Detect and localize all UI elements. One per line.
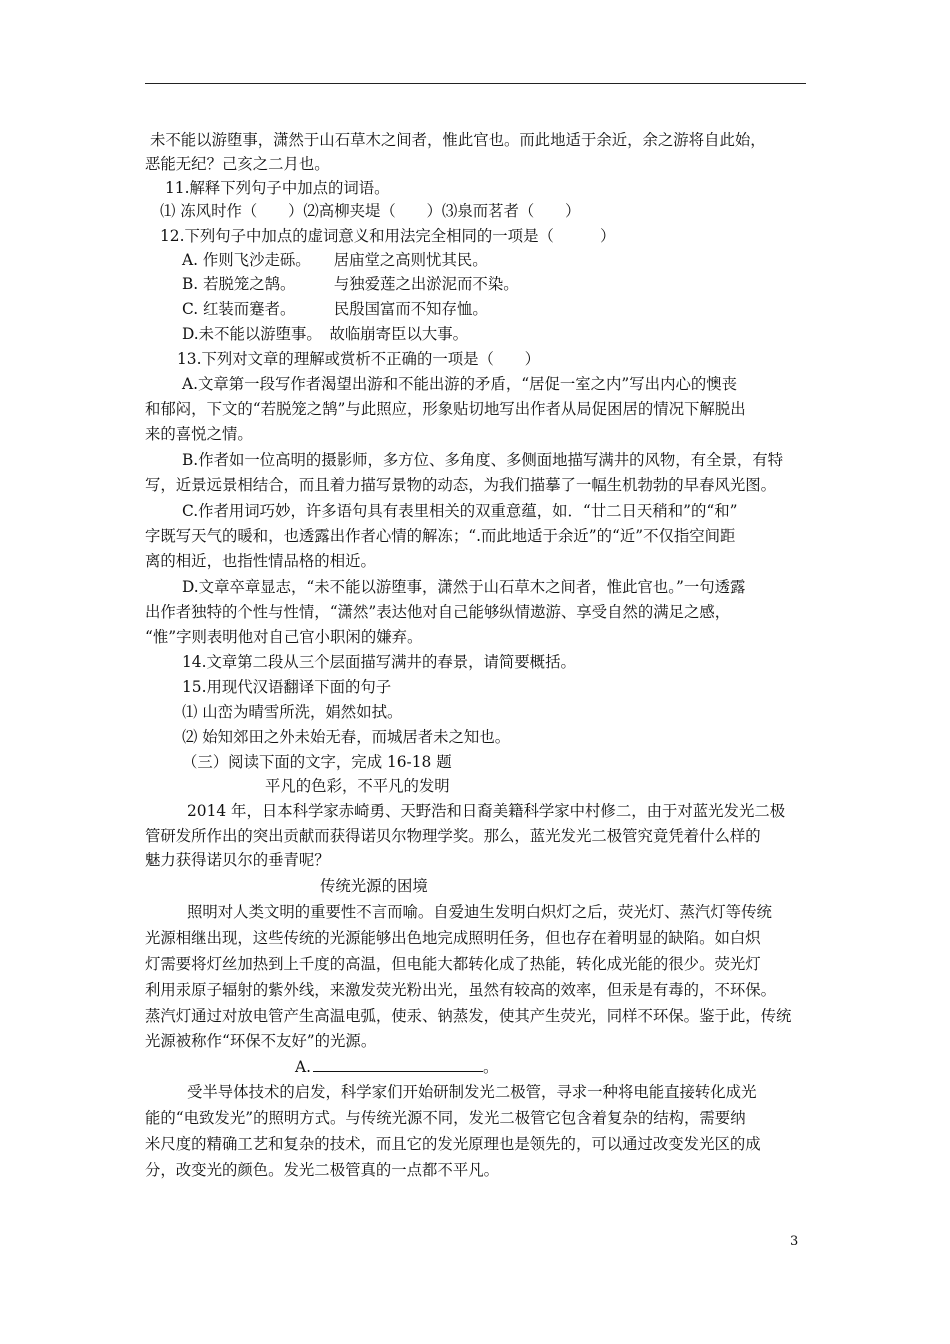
text-line: 受半导体技术的启发，科学家们开始研制发光二极管，寻求一种将电能直接转化成光 <box>187 1083 757 1101</box>
question-11-stem: 11.解释下列句子中加点的词语。 <box>165 179 390 197</box>
question-12-stem: 12.下列句子中加点的虚词意义和用法完全相同的一项是（ ） <box>160 227 616 245</box>
page-number: 3 <box>790 1234 799 1249</box>
text-line: 管研发所作出的突出贡献而获得诺贝尔物理学奖。那么，蓝光发光二极管究竟凭着什么样的 <box>145 827 761 845</box>
option-d: D.未不能以游堕事。 故临崩寄臣以大事。 <box>182 325 469 343</box>
text-line: 照明对人类文明的重要性不言而喻。自爱迪生发明白炽灯之后，荧光灯、蒸汽灯等传统 <box>187 903 772 921</box>
text-line: 利用汞原子辐射的紫外线，来激发荧光粉出光，虽然有较高的效率，但汞是有毒的，不环保。 <box>145 981 777 999</box>
sentence-1: ⑴ 山峦为晴雪所洗，娟然如拭。 <box>182 703 403 721</box>
text-line: “惟”字则表明他对自己官小职闲的嫌弃。 <box>145 628 423 646</box>
text-line: 未不能以游堕事，潇然于山石草木之间者，惟此官也。而此地适于余近，余之游将自此始， <box>150 131 766 149</box>
text-line: 来的喜悦之情。 <box>145 425 253 443</box>
text-line: D.文章卒章显志，“未不能以游堕事，潇然于山石草木之间者，惟此官也。”一句透露 <box>182 578 746 596</box>
text-line: 写，近景远景相结合，而且着力描写景物的动态，为我们描摹了一幅生机勃勃的早春风光图。 <box>145 476 777 494</box>
text-line: 和郁闷，下文的“若脱笼之鹄”与此照应，形象贴切地写出作者从局促困居的情况下解脱出 <box>145 400 746 418</box>
text-line: C.作者用词巧妙，许多语句具有表里相关的双重意蕴，如．“廿二日天稍和”的“和” <box>182 502 738 520</box>
text-line: A.文章第一段写作者渴望出游和不能出游的矛盾，“居促一室之内”写出内心的懊丧 <box>182 375 738 393</box>
option-b: B. 若脱笼之鹄。 与独爱莲之出淤泥而不染。 <box>182 275 519 293</box>
text-line: 光源相继出现，这些传统的光源能够出色地完成照明任务，但也存在着明显的缺陷。如白炽 <box>145 929 761 947</box>
blank-label: A. <box>295 1058 312 1076</box>
section-heading: （三）阅读下面的文字，完成 16-18 题 <box>182 753 452 771</box>
text-line: 魅力获得诺贝尔的垂青呢？ <box>145 851 330 869</box>
text-line: 米尺度的精确工艺和复杂的技术，而且它的发光原理也是领先的，可以通过改变发光区的成 <box>145 1135 761 1153</box>
question-11-items: ⑴ 冻风时作（ ）⑵高柳夹堤（ ）⑶泉而茗者（ ） <box>160 202 581 220</box>
text-line: 2014 年，日本科学家赤崎勇、天野浩和日裔美籍科学家中村修二，由于对蓝光发光二极 <box>187 802 786 820</box>
subheading: 传统光源的困境 <box>320 877 428 895</box>
question-15-stem: 15.用现代汉语翻译下面的句子 <box>182 678 392 696</box>
option-c: C. 红装而蹇者。 民殷国富而不知存恤。 <box>182 300 488 318</box>
text-line: 出作者独特的个性与性情，“潇然”表达他对自己能够纵情遨游、享受自然的满足之感， <box>145 603 731 621</box>
article-title: 平凡的色彩，不平凡的发明 <box>265 777 450 795</box>
header-rule <box>145 83 806 84</box>
sentence-2: ⑵ 始知郊田之外未始无春，而城居者未之知也。 <box>182 728 511 746</box>
text-line: 灯需要将灯丝加热到上千度的高温，但电能大都转化成了热能，转化成光能的很少。荧光灯 <box>145 955 761 973</box>
blank-end: 。 <box>483 1058 499 1076</box>
text-line: 蒸汽灯通过对放电管产生高温电弧，使汞、钠蒸发，使其产生荧光，同样不环保。鉴于此，传统 <box>145 1007 792 1025</box>
text-line: B.作者如一位高明的摄影师，多方位、多角度、多侧面地描写满井的风物，有全景，有特 <box>182 451 784 469</box>
question-13-stem: 13.下列对文章的理解或赏析不正确的一项是（ ） <box>177 350 541 368</box>
question-14: 14.文章第二段从三个层面描写满井的春景，请简要概括。 <box>182 653 576 671</box>
text-line: 能的“电致发光”的照明方式。与传统光源不同，发光二极管它包含着复杂的结构，需要纳 <box>145 1109 746 1127</box>
option-a: A. 作则飞沙走砾。 居庙堂之高则忧其民。 <box>182 251 488 269</box>
text-line: 分，改变光的颜色。发光二极管真的一点都不平凡。 <box>145 1161 499 1179</box>
text-line: 字既写天气的暖和，也透露出作者心情的解冻；“.而此地适于余近”的“近”不仅指空间距 <box>145 527 736 545</box>
text-line: 光源被称作“环保不友好”的光源。 <box>145 1032 377 1050</box>
blank-line <box>313 1056 483 1072</box>
fill-blank <box>295 1056 498 1077</box>
text-line: 恶能无纪？己亥之二月也。 <box>145 155 330 173</box>
text-line: 离的相近，也指性情品格的相近。 <box>145 552 376 570</box>
